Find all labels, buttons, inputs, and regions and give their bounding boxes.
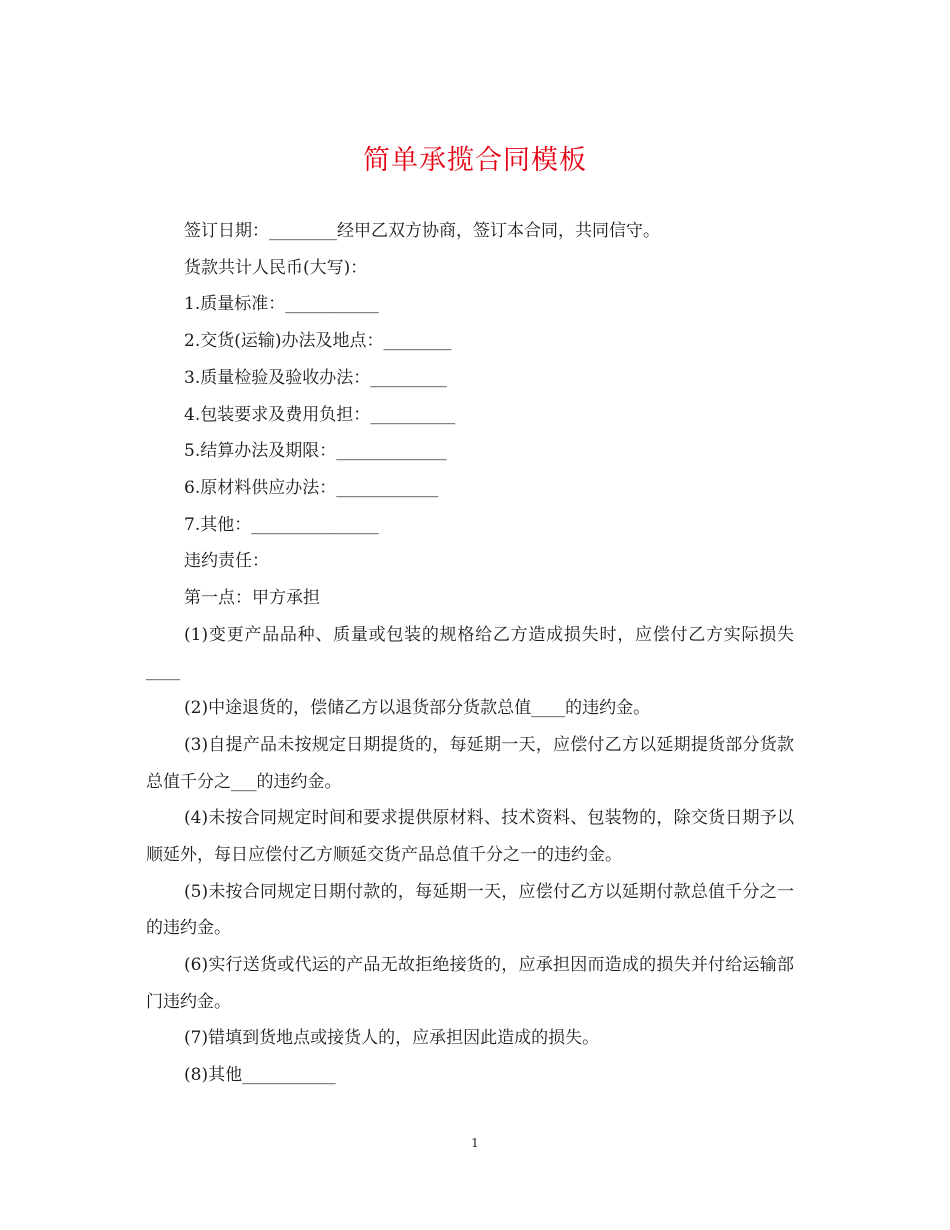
clause-8: (8)其他___________ [184, 1065, 336, 1086]
clause-6: (6)实行送货或代运的产品无故拒绝接货的，应承担因而造成的损失并付给运输部门违约金。 [146, 955, 794, 1012]
clause-1: (1)变更产品品种、质量或包装的规格给乙方造成损失时，应偿付乙方实际损失____ [146, 624, 794, 682]
clause-4: (4)未按合同规定时间和要求提供原材料、技术资料、包装物的，除交货日期予以顺延外，每日应偿付乙方顺延交货产品总值千分之一的违约金。 [146, 808, 794, 865]
paragraph-inspection-method: 3.质量检验及验收办法：_________ [184, 367, 447, 388]
clause-2: (2)中途退货的，偿储乙方以退货部分货款总值____的违约金。 [184, 698, 651, 719]
paragraph-liability-heading: 违约责任： [184, 551, 269, 572]
page-number: 1 [471, 1136, 479, 1150]
paragraph-payment-total: 货款共计人民币(大写)： [184, 257, 368, 278]
clause-5: (5)未按合同规定日期付款的，每延期一天，应偿付乙方以延期付款总值千分之一的违约金。 [146, 881, 794, 939]
paragraph-signing-date: 签订日期：________经甲乙双方协商，签订本合同，共同信守。 [184, 221, 660, 241]
clause-3: (3)自提产品未按规定日期提货的，每延期一天，应偿付乙方以延期提货部分货款总值千分之___的违约金。 [146, 734, 794, 792]
paragraph-raw-materials: 6.原材料供应办法：____________ [184, 477, 439, 498]
paragraph-delivery-method: 2.交货(运输)办法及地点：________ [184, 331, 452, 352]
paragraph-other: 7.其他：_______________ [184, 514, 379, 535]
clause-7: (7)错填到货地点或接货人的，应承担因此造成的损失。 [184, 1028, 600, 1049]
paragraph-quality-standard: 1.质量标准：___________ [184, 294, 379, 315]
paragraph-settlement: 5.结算办法及期限：_____________ [184, 441, 447, 462]
document-body [146, 213, 794, 1094]
paragraph-party-a-heading: 第一点：甲方承担 [184, 588, 320, 609]
document-title: 简单承揽合同模板 [363, 145, 587, 176]
paragraph-packaging: 4.包装要求及费用负担：__________ [184, 404, 456, 425]
